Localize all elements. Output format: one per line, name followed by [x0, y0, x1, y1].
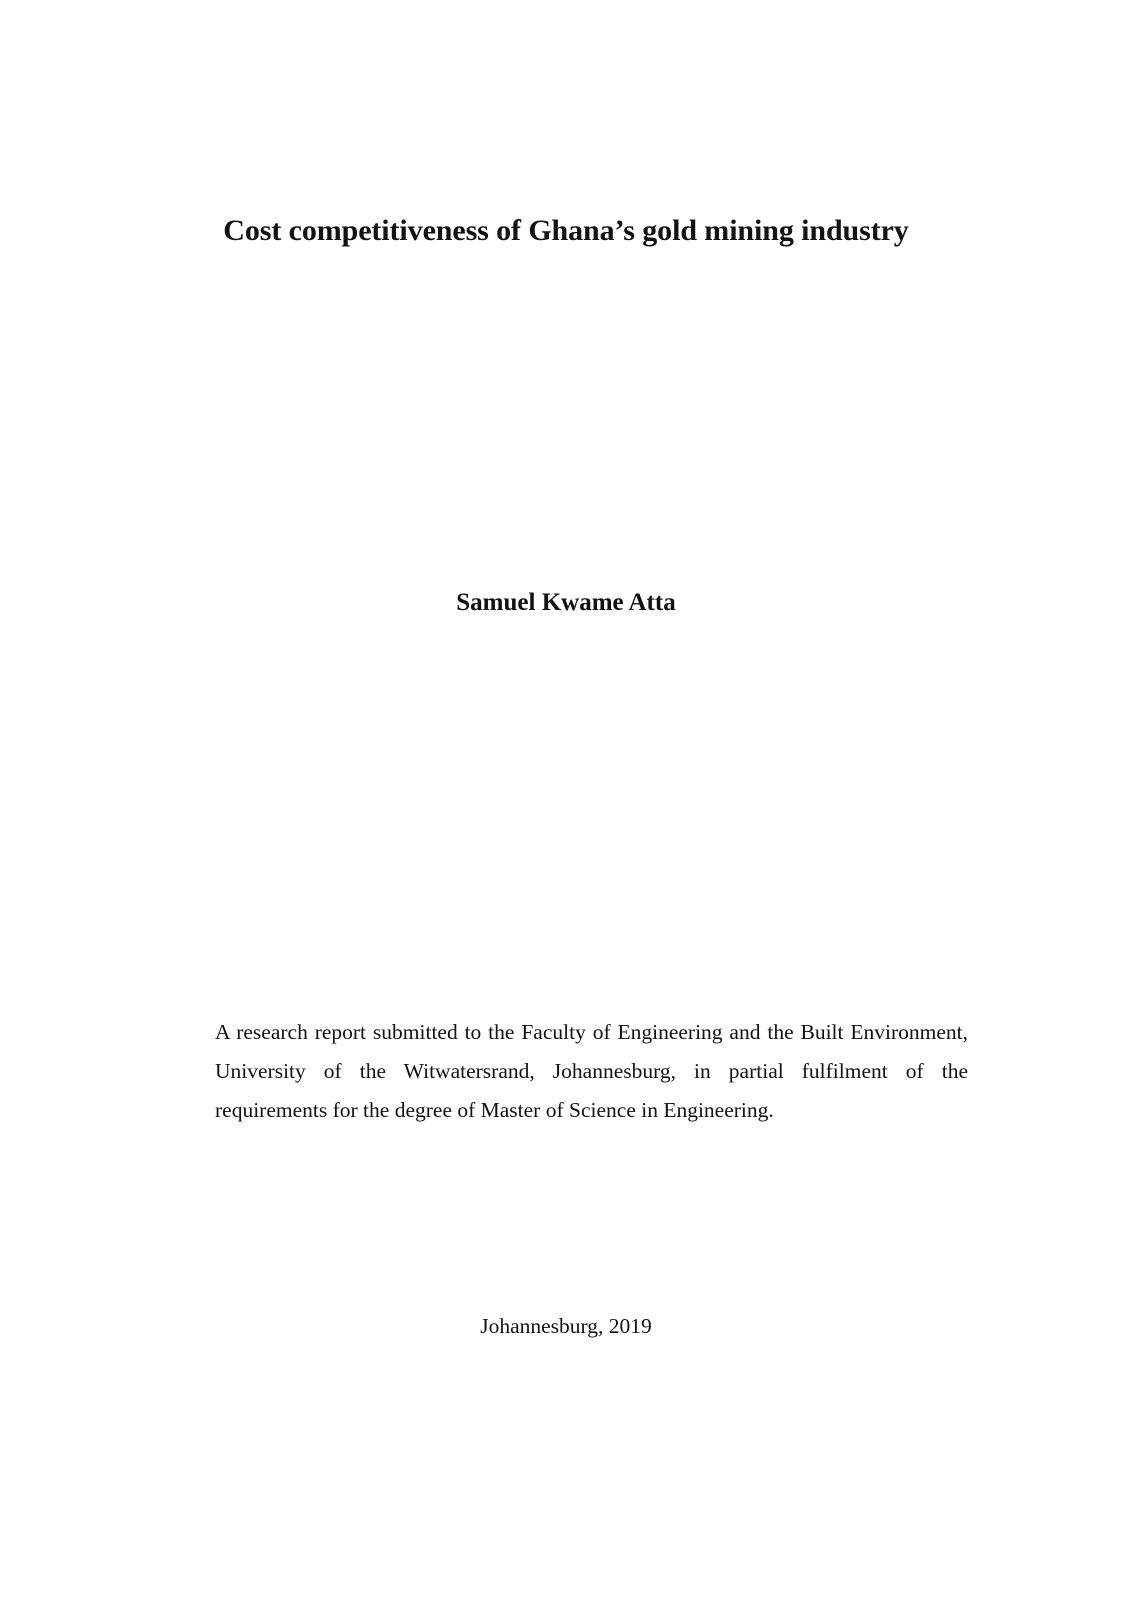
author-name: Samuel Kwame Atta — [456, 589, 676, 616]
place-and-date: Johannesburg, 2019 — [480, 1314, 652, 1338]
submission-statement: A research report submitted to the Faculty of Engineering and the Built Environment, University of the Witwatersrand, Johannesburg, in partial fulfilment of the requirements for the degree of Master of Science in Engineering. — [215, 1020, 968, 1122]
report-title: Cost competitiveness of Ghana’s gold mining industry — [223, 214, 909, 247]
